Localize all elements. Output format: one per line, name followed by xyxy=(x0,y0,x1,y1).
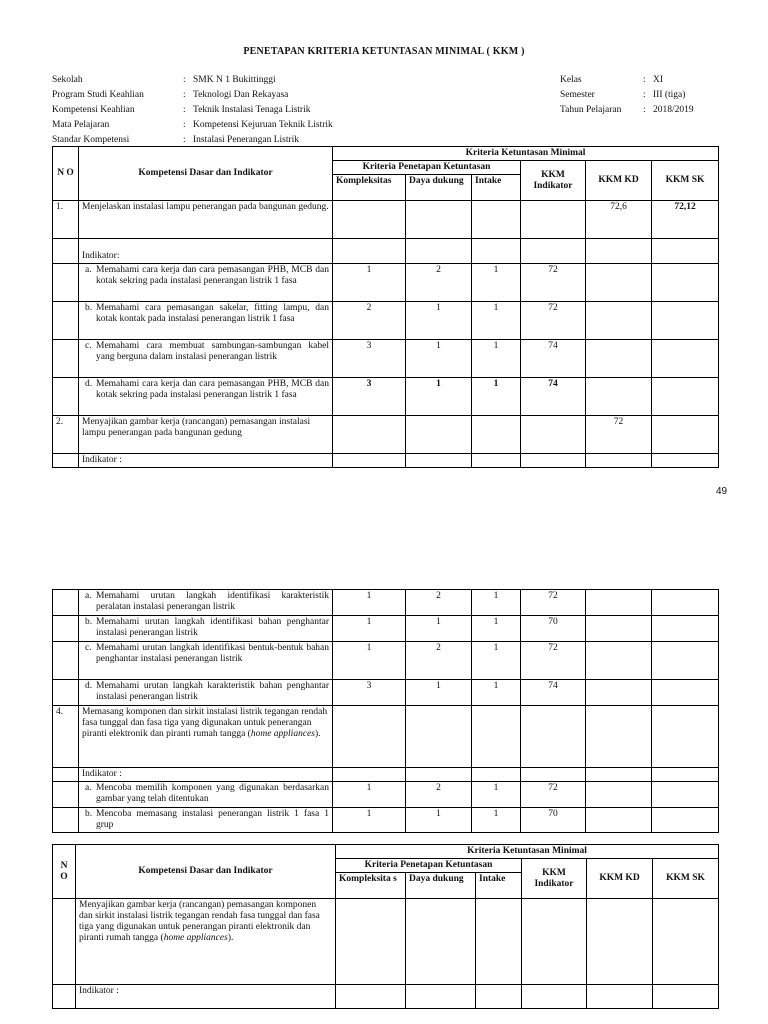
kkm-indikator-value: 72 xyxy=(521,302,586,340)
indikator-item: b. Memahami cara pemasangan sakelar, fitting lampu, dan kotak kontak pada instalasi penerangan listrik 1 fasa xyxy=(79,302,333,340)
table-row xyxy=(53,302,719,340)
kkm-indikator-value: 74 xyxy=(521,378,586,416)
indikator-item: c. Memahami urutan langkah identifikasi bentuk-bentuk bahan penghantar instalasi penerangan listrik xyxy=(79,642,333,680)
info-label: Mata Pelajaran xyxy=(52,120,110,130)
indikator-item: b. Mencoba memasang instalasi penerangan listrik 1 fasa 1 grup xyxy=(79,808,333,833)
table-row xyxy=(53,985,719,1009)
kkm-indikator-value: 72 xyxy=(521,590,586,616)
intake-value: 1 xyxy=(472,616,521,642)
kkm-indikator-value: 72 xyxy=(521,782,586,808)
intake-value: 1 xyxy=(472,590,521,616)
table-row xyxy=(53,642,719,680)
info-label: Program Studi Keahlian xyxy=(52,90,144,100)
row-number: 2. xyxy=(53,416,79,454)
intake-value: 1 xyxy=(472,808,521,833)
info-value: 2018/2019 xyxy=(653,105,694,115)
info-label: Kelas xyxy=(560,75,582,85)
kd-text: Menjelaskan instalasi lampu penerangan pada bangunan gedung. xyxy=(79,201,333,239)
table-row xyxy=(53,768,719,782)
table-row xyxy=(53,239,719,264)
table-row xyxy=(53,808,719,833)
header-kpk: Kriteria Penetapan Ketuntasan xyxy=(333,161,521,175)
info-value: Instalasi Penerangan Listrik xyxy=(193,135,300,145)
kompleksitas-value: 2 xyxy=(333,302,406,340)
kd-text: Memasang komponen dan sirkit instalasi listrik tegangan rendah fasa tunggal dan fasa tiga yang digunakan untuk penerangan piranti elektronik dan piranti rumah tangga (home appliances). xyxy=(79,706,333,768)
header-kkm-sk: KKM SK xyxy=(652,161,719,201)
daya-dukung-value: 2 xyxy=(406,642,472,680)
intake-value: 1 xyxy=(472,340,521,378)
header-kpk: Kriteria Penetapan Ketuntasan xyxy=(336,859,522,873)
info-label: Kompetensi Keahlian xyxy=(52,105,135,115)
header-no: N O xyxy=(53,147,79,201)
indikator-item: a. Mencoba memilih komponen yang digunakan berdasarkan gambar yang telah ditentukan xyxy=(79,782,333,808)
row-number: 1. xyxy=(53,201,79,239)
daya-dukung-value: 2 xyxy=(406,590,472,616)
kompleksitas-value: 3 xyxy=(333,378,406,416)
header-kkm-group: Kriteria Ketuntasan Minimal xyxy=(336,845,719,859)
info-row-standard: Standar Kompetensi : Instalasi Penerangan Listrik xyxy=(52,133,333,148)
kkm-indikator-value: 72 xyxy=(521,642,586,680)
info-row-program: Program Studi Keahlian : Teknologi Dan Rekayasa xyxy=(52,88,333,103)
daya-dukung-value: 1 xyxy=(406,680,472,706)
row-number: 4. xyxy=(53,706,79,768)
header-daya-dukung: Daya dukung xyxy=(406,175,472,201)
document-title: PENETAPAN KRITERIA KETUNTASAN MINIMAL ( KKM ) xyxy=(243,46,525,57)
table-row xyxy=(53,782,719,808)
header-kkm-kd: KKM KD xyxy=(587,859,653,899)
intake-value: 1 xyxy=(472,264,521,302)
daya-dukung-value: 1 xyxy=(406,340,472,378)
table-row xyxy=(53,590,719,616)
info-row-semester: Semester : III (tiga) xyxy=(560,88,694,103)
daya-dukung-value: 1 xyxy=(406,616,472,642)
kd-text: Menyajikan gambar kerja (rancangan) pemasangan instalasi lampu penerangan pada bangunan gedung xyxy=(79,416,333,454)
intake-value: 1 xyxy=(472,642,521,680)
info-row-year: Tahun Pelajaran : 2018/2019 xyxy=(560,103,694,118)
indikator-item: a. Memahami urutan langkah identifikasi karakteristik peralatan instalasi penerangan listrik xyxy=(79,590,333,616)
info-value: Teknik Instalasi Tenaga Listrik xyxy=(193,105,311,115)
kompleksitas-value: 1 xyxy=(333,782,406,808)
kkm-sk-value: 72,12 xyxy=(652,201,719,239)
header-daya-dukung: Daya dukung xyxy=(406,873,476,899)
indikator-label: Indikator: xyxy=(79,239,333,264)
daya-dukung-value: 1 xyxy=(406,378,472,416)
info-row-subject: Mata Pelajaran : Kompetensi Kejuruan Teknik Listrik xyxy=(52,118,333,133)
kkm-indikator-value: 74 xyxy=(521,340,586,378)
kompleksitas-value: 1 xyxy=(333,264,406,302)
kkm-indikator-value: 74 xyxy=(521,680,586,706)
table-row xyxy=(53,416,719,454)
indikator-item: d. Memahami cara kerja dan cara pemasangan PHB, MCB dan kotak sekring pada instalasi penerangan listrik 1 fasa xyxy=(79,378,333,416)
info-label: Standar Kompetensi xyxy=(52,135,130,145)
info-row-competency: Kompetensi Keahlian : Teknik Instalasi Tenaga Listrik xyxy=(52,103,333,118)
table-row xyxy=(53,706,719,768)
header-no: N O xyxy=(53,845,76,899)
table-row xyxy=(53,454,719,468)
header-kkm-indikator: KKM Indikator xyxy=(521,161,586,201)
info-label: Semester xyxy=(560,90,595,100)
header-kkm-group: Kriteria Ketuntasan Minimal xyxy=(333,147,719,161)
indikator-item: b. Memahami urutan langkah identifikasi bahan penghantar instalasi penerangan listrik xyxy=(79,616,333,642)
kkm-indikator-value: 70 xyxy=(521,808,586,833)
intake-value: 1 xyxy=(472,302,521,340)
table-row xyxy=(53,201,719,239)
kkm-kd-value: 72,6 xyxy=(586,201,652,239)
indikator-label: Indikator : xyxy=(79,454,333,468)
table-row xyxy=(53,680,719,706)
kompleksitas-value: 3 xyxy=(333,680,406,706)
info-row-school: Sekolah : SMK N 1 Bukittinggi xyxy=(52,73,333,88)
intake-value: 1 xyxy=(472,378,521,416)
indikator-label: Indikator : xyxy=(76,985,336,1009)
daya-dukung-value: 1 xyxy=(406,808,472,833)
info-value: XI xyxy=(653,75,664,85)
info-value: SMK N 1 Bukittinggi xyxy=(193,75,276,85)
kkm-kd-value: 72 xyxy=(586,416,652,454)
info-value: Teknologi Dan Rekayasa xyxy=(193,90,289,100)
school-info xyxy=(52,73,333,148)
table-row xyxy=(53,616,719,642)
header-kd: Kompetensi Dasar dan Indikator xyxy=(76,845,336,899)
info-value: Kompetensi Kejuruan Teknik Listrik xyxy=(193,120,333,130)
header-kompleksitas: Kompleksitas xyxy=(333,175,406,201)
kkm-indikator-value: 72 xyxy=(521,264,586,302)
indikator-item: d. Memahami urutan langkah karakteristik bahan penghantar instalasi penerangan listrik xyxy=(79,680,333,706)
header-kompleksitas: Kompleksita s xyxy=(336,873,406,899)
header-kd: Kompetensi Dasar dan Indikator xyxy=(79,147,333,201)
kkm-table-3 xyxy=(52,844,719,1009)
header-kkm-sk: KKM SK xyxy=(653,859,719,899)
kompleksitas-value: 1 xyxy=(333,808,406,833)
daya-dukung-value: 2 xyxy=(406,782,472,808)
kkm-table-1 xyxy=(52,146,719,468)
header-intake: Intake xyxy=(472,175,521,201)
info-value: III (tiga) xyxy=(653,90,686,100)
indikator-item: c. Memahami cara membuat sambungan-sambungan kabel yang berguna dalam instalasi penerangan listrik xyxy=(79,340,333,378)
info-label: Sekolah xyxy=(52,75,83,85)
daya-dukung-value: 2 xyxy=(406,264,472,302)
table-row xyxy=(53,378,719,416)
kd-text: Menyajikan gambar kerja (rancangan) pemasangan komponen dan sirkit instalasi listrik tegangan rendah fasa tunggal dan fasa tiga yang digunakan untuk penerangan piranti elektronik dan piranti rumah tangga (home appliances). xyxy=(76,899,336,985)
table-row xyxy=(53,899,719,985)
table-row xyxy=(53,340,719,378)
indikator-item: a. Memahami cara kerja dan cara pemasangan PHB, MCB dan kotak sekring pada instalasi penerangan listrik 1 fasa xyxy=(79,264,333,302)
kkm-table-2 xyxy=(52,589,719,833)
intake-value: 1 xyxy=(472,782,521,808)
table-row xyxy=(53,264,719,302)
kompleksitas-value: 3 xyxy=(333,340,406,378)
kompleksitas-value: 1 xyxy=(333,616,406,642)
kompleksitas-value: 1 xyxy=(333,590,406,616)
kompleksitas-value: 1 xyxy=(333,642,406,680)
indikator-label: Indikator : xyxy=(79,768,333,782)
daya-dukung-value: 1 xyxy=(406,302,472,340)
header-intake: Intake xyxy=(476,873,522,899)
header-kkm-kd: KKM KD xyxy=(586,161,652,201)
class-info xyxy=(560,73,694,118)
kkm-indikator-value: 70 xyxy=(521,616,586,642)
info-label: Tahun Pelajaran xyxy=(560,105,622,115)
intake-value: 1 xyxy=(472,680,521,706)
info-row-class: Kelas : XI xyxy=(560,73,694,88)
header-kkm-indikator: KKM Indikator xyxy=(522,859,587,899)
page-number: 49 xyxy=(716,486,728,497)
